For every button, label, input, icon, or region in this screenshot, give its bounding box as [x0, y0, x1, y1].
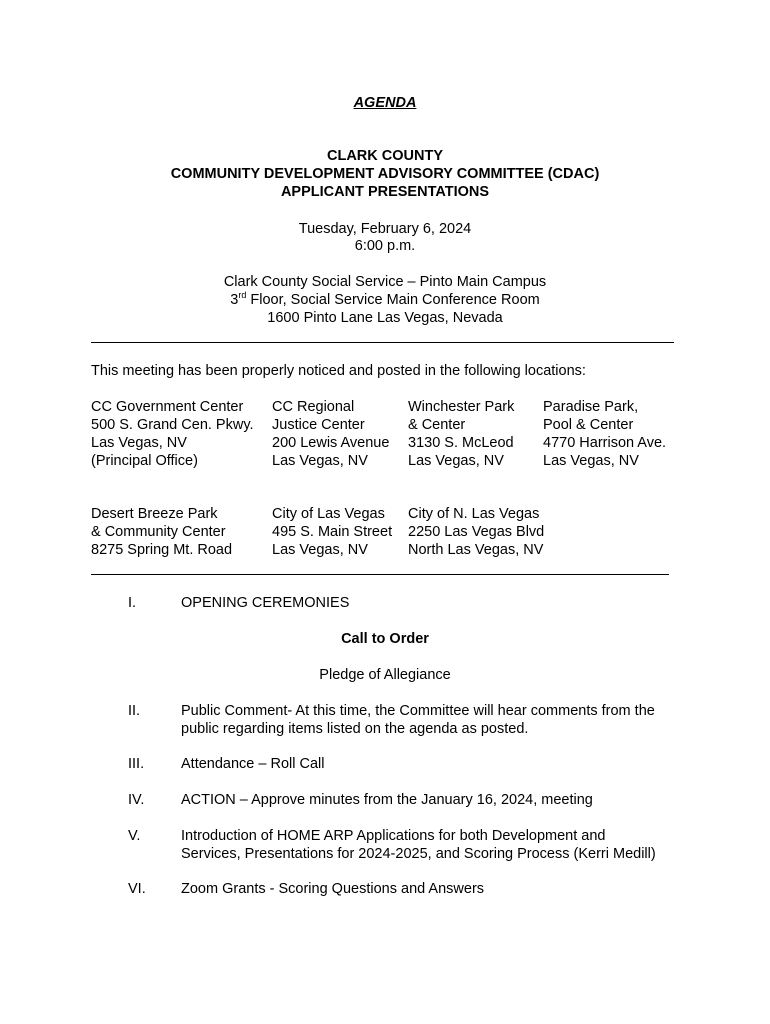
venue-line-3: 1600 Pinto Lane Las Vegas, Nevada — [267, 310, 503, 326]
item-number-2: II. — [128, 703, 141, 719]
location-paradise-park: Paradise Park, Pool & Center 4770 Harrison Ave. Las Vegas, NV — [543, 399, 667, 469]
item-number-4: IV. — [128, 792, 145, 808]
org-name: CLARK COUNTY — [327, 148, 443, 164]
item-attendance: Attendance – Roll Call — [181, 756, 325, 772]
venue-line-2: 3rd Floor, Social Service Main Conference Room — [230, 290, 540, 308]
meeting-date: Tuesday, February 6, 2024 — [298, 221, 472, 237]
agenda-title: AGENDA — [353, 95, 417, 111]
item-number-5: V. — [128, 828, 141, 844]
location-cc-government-center: CC Government Center 500 S. Grand Cen. Pkwy. Las Vegas, NV (Principal Office) — [91, 399, 254, 469]
divider-top — [91, 342, 674, 343]
location-city-of-las-vegas: City of Las Vegas 495 S. Main Street Las Vegas, NV — [272, 506, 393, 558]
location-city-of-north-las-vegas: City of N. Las Vegas 2250 Las Vegas Blvd North Las Vegas, NV — [408, 506, 545, 558]
session-title: APPLICANT PRESENTATIONS — [280, 184, 490, 200]
item-number-3: III. — [128, 756, 145, 772]
item-opening-ceremonies: OPENING CEREMONIES — [181, 595, 350, 611]
location-desert-breeze-park: Desert Breeze Park & Community Center 8275 Spring Mt. Road — [91, 506, 233, 558]
posting-notice: This meeting has been properly noticed and posted in the following locations: — [91, 363, 586, 379]
committee-name: COMMUNITY DEVELOPMENT ADVISORY COMMITTEE (CDAC) — [170, 166, 600, 182]
item-approve-minutes: ACTION – Approve minutes from the January 16, 2024, meeting — [181, 792, 593, 808]
item-number-1: I. — [128, 595, 137, 611]
location-winchester-park: Winchester Park & Center 3130 S. McLeod Las Vegas, NV — [408, 399, 515, 469]
divider-bottom — [91, 574, 669, 575]
item-home-arp-introduction: Introduction of HOME ARP Applications for both Development and Services, Presentations for 2024-2025, and Scoring Process (Kerri Medill) — [181, 828, 656, 862]
item-number-6: VI. — [128, 881, 146, 897]
meeting-time: 6:00 p.m. — [354, 238, 416, 254]
item-public-comment: Public Comment- At this time, the Committee will hear comments from the public regarding items listed on the agenda as posted. — [181, 703, 655, 737]
item-zoom-grants: Zoom Grants - Scoring Questions and Answers — [181, 881, 485, 897]
call-to-order: Call to Order — [341, 631, 429, 647]
location-cc-regional-justice-center: CC Regional Justice Center 200 Lewis Avenue Las Vegas, NV — [272, 399, 390, 469]
venue-line-1: Clark County Social Service – Pinto Main Campus — [223, 274, 547, 290]
pledge-of-allegiance: Pledge of Allegiance — [319, 667, 451, 683]
